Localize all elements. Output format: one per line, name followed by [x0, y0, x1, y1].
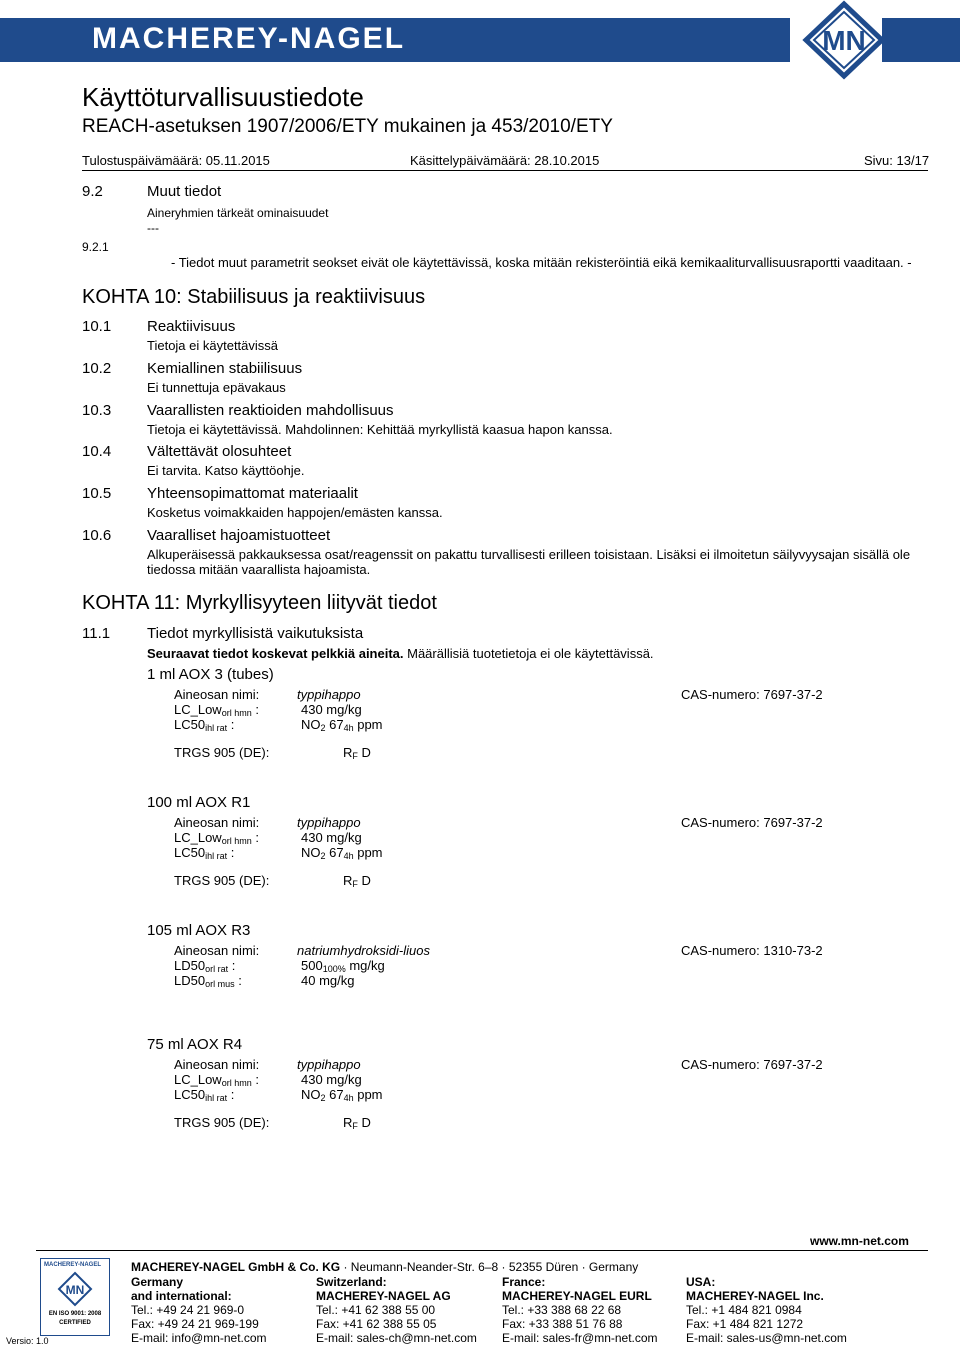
cas-number: CAS-numero: 7697-37-2: [681, 815, 823, 830]
section-number: 9.2: [82, 183, 103, 200]
page-number: Sivu: 13/17: [864, 153, 930, 168]
product-name: 100 ml AOX R1: [147, 794, 251, 811]
item-heading: Reaktiivisuus: [147, 318, 236, 335]
certification-badge: [40, 1258, 110, 1336]
substance-label: Aineosan nimi:: [174, 687, 260, 702]
footer-col-germany-tel: Tel.: +49 24 21 969-0: [131, 1303, 245, 1317]
item-text: Tietoja ei käytettävissä: [147, 338, 279, 353]
section-heading: Muut tiedot: [147, 183, 222, 200]
footer-col-usa-tel: Tel.: +1 484 821 0984: [686, 1303, 802, 1317]
substance-label: Aineosan nimi:: [174, 943, 260, 958]
intro-text: [147, 646, 654, 661]
processing-date: Käsittelypäivämäärä: 28.10.2015: [410, 153, 600, 168]
subsection-number: 9.2.1: [82, 240, 109, 254]
lc-low-label: LC_Low$_{orl hmn}$ :: [174, 830, 259, 846]
cas-number: CAS-numero: 7697-37-2: [681, 1057, 823, 1072]
substance-name: typpihappo: [297, 1057, 361, 1072]
section-10-title: KOHTA 10: Stabiilisuus ja reaktiivisuus: [82, 286, 426, 308]
footer-col-france-fax: Fax: +33 388 51 76 88: [502, 1317, 623, 1331]
product-name: 1 ml AOX 3 (tubes): [147, 666, 274, 683]
item-heading: Tiedot myrkyllisistä vaikutuksista: [147, 625, 364, 642]
substance-name: typpihappo: [297, 815, 361, 830]
trgs-label: TRGS 905 (DE):: [174, 745, 270, 760]
item-text-continued: tiedossa mitään vaarallista hajoamista.: [147, 562, 371, 577]
intro-bold: Seuraavat tiedot koskevat pelkkiä aineita.: [147, 646, 404, 661]
lc50-value: $NO_2$ $67_{4h}$ ppm: [301, 717, 383, 733]
trgs-label: TRGS 905 (DE):: [174, 1115, 270, 1130]
lc-low-value: 430 mg/kg: [301, 1072, 362, 1087]
header-bar: [0, 0, 960, 86]
section-11-title: KOHTA 11: Myrkyllisyyteen liityvät tiedot: [82, 592, 437, 614]
item-heading: Yhteensopimattomat materiaalit: [147, 485, 358, 502]
item-number: 10.3: [82, 402, 112, 419]
footer-col-germany-email[interactable]: E-mail: info@mn-net.com: [131, 1331, 267, 1345]
ld50-value: $500_{100\%}$ mg/kg: [301, 958, 385, 974]
document-title: Käyttöturvallisuustiedote: [82, 82, 364, 112]
item-number: 10.1: [82, 318, 112, 335]
print-date: Tulostuspäivämäärä: 05.11.2015: [82, 153, 270, 168]
lc50-value: $NO_2$ $67_{4h}$ ppm: [301, 845, 383, 861]
company-line: MACHEREY-NAGEL GmbH & Co. KG · Neumann-Neander-Str. 6–8 · 52355 Düren · Germany: [131, 1260, 639, 1274]
header-divider: [82, 170, 928, 171]
footer-col-switzerland-tel: Tel.: +41 62 388 55 00: [316, 1303, 436, 1317]
footer-col-france-email[interactable]: E-mail: sales-fr@mn-net.com: [502, 1331, 658, 1345]
item-heading: Kemiallinen stabiilisuus: [147, 360, 303, 377]
lc50-value: $NO_2$ $67_{4h}$ ppm: [301, 1087, 383, 1103]
footer-col-switzerland-heading: Switzerland:: [316, 1275, 387, 1289]
lc50-label: $LC50_{ihl rat}$ :: [174, 1087, 235, 1103]
footer-col-germany-sub: and international:: [131, 1289, 232, 1303]
trgs-value: $R_F$ D: [343, 1115, 371, 1131]
svg-text:MN: MN: [65, 1283, 85, 1297]
item-text: Alkuperäisessä pakkauksessa osat/reagenssit on pakattu turvallisesti erilleen toisistaan. Lisäksi ei ilmoitetun säilyvyysajan sisällä ole: [147, 547, 911, 562]
item-number: 10.6: [82, 527, 112, 544]
footer-col-switzerland-email[interactable]: E-mail: sales-ch@mn-net.com: [316, 1331, 477, 1345]
item-number: 11.1: [82, 625, 111, 642]
ld50-value: 40 mg/kg: [301, 973, 355, 988]
footer-col-usa-fax: Fax: +1 484 821 1272: [686, 1317, 804, 1331]
cas-number: CAS-numero: 7697-37-2: [681, 687, 823, 702]
lc-low-value: 430 mg/kg: [301, 830, 362, 845]
footer-col-usa-email[interactable]: E-mail: sales-us@mn-net.com: [686, 1331, 847, 1345]
footer-col-switzerland-fax: Fax: +41 62 388 55 05: [316, 1317, 437, 1331]
footer-col-usa-heading: USA:: [686, 1275, 716, 1289]
lc50-label: $LC50_{ihl rat}$ :: [174, 845, 235, 861]
group-label: Aineryhmien tärkeät ominaisuudet: [147, 206, 329, 220]
item-number: 10.2: [82, 360, 112, 377]
trgs-value: $R_F$ D: [343, 745, 371, 761]
brand-name: MACHEREY-NAGEL: [92, 22, 406, 55]
mn-logo: [770, 0, 960, 80]
footer-col-france-tel: Tel.: +33 388 68 22 68: [502, 1303, 622, 1317]
cert-label: CERTIFIED: [59, 1320, 91, 1326]
cert-logo-icon: [42, 1271, 108, 1307]
footer-col-germany-fax: Fax: +49 24 21 969-199: [131, 1317, 259, 1331]
item-heading: Vaarallisten reaktioiden mahdollisuus: [147, 402, 394, 419]
footer-col-france-sub: MACHEREY-NAGEL EURL: [502, 1289, 652, 1303]
lc50-label: $LC50_{ihl rat}$ :: [174, 717, 235, 733]
footer-url[interactable]: www.mn-net.com: [810, 1234, 909, 1248]
cert-standard: EN ISO 9001: 2008: [48, 1311, 102, 1317]
footer-col-usa-sub: MACHEREY-NAGEL Inc.: [686, 1289, 824, 1303]
note-text: - Tiedot muut parametrit seokset eivät ole käytettävissä, koska mitään rekisteröintiä eikä kemikaaliturvallisuusraportti vaaditaan. -: [171, 255, 912, 270]
substance-name: typpihappo: [297, 687, 361, 702]
item-text: Tietoja ei käytettävissä. Mahdolinnen: Kehittää myrkyllistä kaasua hapon kanssa.: [147, 422, 613, 437]
item-number: 10.4: [82, 443, 112, 460]
footer-col-france-heading: France:: [502, 1275, 546, 1289]
item-number: 10.5: [82, 485, 112, 502]
mn-logo-icon: [770, 0, 960, 80]
ld50-label: $LD50_{orl rat}$ :: [174, 958, 236, 974]
lc-low-label: LC_Low$_{orl hmn}$ :: [174, 702, 259, 718]
cas-number: CAS-numero: 1310-73-2: [681, 943, 823, 958]
item-heading: Vaaralliset hajoamistuotteet: [147, 527, 331, 544]
footer-divider: [36, 1250, 928, 1251]
trgs-label: TRGS 905 (DE):: [174, 873, 270, 888]
cert-brand: MACHEREY-NAGEL: [44, 1262, 102, 1268]
ld50-label: $LD50_{orl mus}$ :: [174, 973, 242, 989]
svg-text:MN: MN: [822, 25, 866, 56]
version: Versio: 1.0: [6, 1336, 49, 1346]
product-name: 105 ml AOX R3: [147, 922, 251, 939]
intro-rest: Määrällisiä tuotetietoja ei ole käytettävissä.: [403, 646, 654, 661]
substance-label: Aineosan nimi:: [174, 815, 260, 830]
item-text: Ei tarvita. Katso käyttöohje.: [147, 463, 305, 478]
dashes: ---: [147, 221, 159, 235]
item-text: Kosketus voimakkaiden happojen/emästen kanssa.: [147, 505, 443, 520]
trgs-value: $R_F$ D: [343, 873, 371, 889]
footer-col-germany-heading: Germany: [131, 1275, 184, 1289]
document-subtitle: REACH-asetuksen 1907/2006/ETY mukainen ja 453/2010/ETY: [82, 116, 613, 137]
lc-low-value: 430 mg/kg: [301, 702, 362, 717]
substance-name: natriumhydroksidi-liuos: [297, 943, 430, 958]
lc-low-label: LC_Low$_{orl hmn}$ :: [174, 1072, 259, 1088]
item-heading: Vältettävät olosuhteet: [147, 443, 292, 460]
footer-col-switzerland-sub: MACHEREY-NAGEL AG: [316, 1289, 451, 1303]
product-name: 75 ml AOX R4: [147, 1036, 243, 1053]
substance-label: Aineosan nimi:: [174, 1057, 260, 1072]
item-text: Ei tunnettuja epävakaus: [147, 380, 286, 395]
